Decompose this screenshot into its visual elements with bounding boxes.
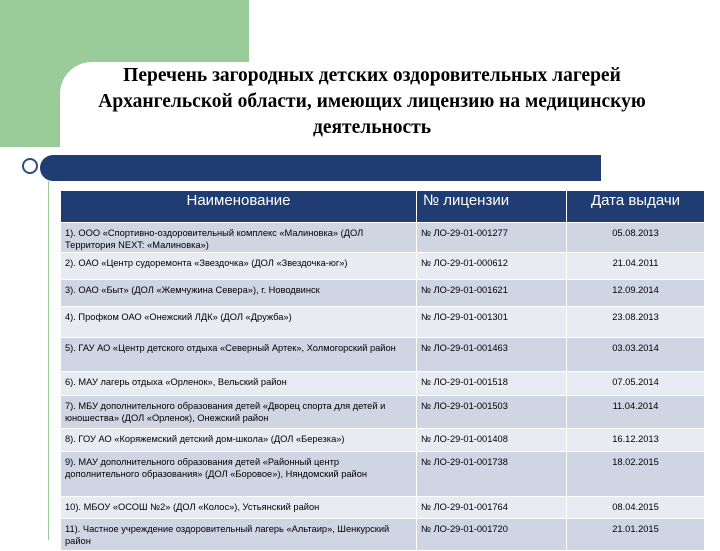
- cell-date: 11.04.2014: [567, 396, 705, 429]
- header-license: № лицензии: [417, 191, 567, 223]
- cell-license: № ЛО-29-01-000612: [417, 253, 567, 280]
- cell-license: № ЛО-29-01-001518: [417, 372, 567, 396]
- table-row: [61, 280, 705, 307]
- cell-date: 05.08.2013: [567, 223, 705, 253]
- cell-date: 07.05.2014: [567, 372, 705, 396]
- header-date: Дата выдачи: [567, 191, 705, 223]
- table-row: [61, 497, 705, 519]
- title-divider-bar: [40, 155, 601, 181]
- page-title: Перечень загородных детских оздоровительных лагерей Архангельской области, имеющих лицензию на медицинскую деятельность: [98, 65, 646, 138]
- cell-name: 11). Частное учреждение оздоровительный лагерь «Альтаир», Шенкурский район: [61, 519, 417, 551]
- cell-date: 16.12.2013: [567, 429, 705, 452]
- table-row: [61, 519, 705, 551]
- table-row: [61, 253, 705, 280]
- cell-date: 03.03.2014: [567, 338, 705, 372]
- cell-date: 18.02.2015: [567, 452, 705, 497]
- left-vertical-rule: [48, 181, 49, 540]
- cell-name: 10). МБОУ «ОСОШ №2» (ДОЛ «Колос»), Устьянский район: [61, 497, 417, 519]
- divider-ring: [22, 158, 38, 174]
- cell-date: 08.04.2015: [567, 497, 705, 519]
- table-row: [61, 452, 705, 497]
- cell-name: 2). ОАО «Центр судоремонта «Звездочка» (ДОЛ «Звездочка-юг»): [61, 253, 417, 280]
- cell-date: 21.04.2011: [567, 253, 705, 280]
- cell-license: № ЛО-29-01-001408: [417, 429, 567, 452]
- cell-name: 7). МБУ дополнительного образования детей «Дворец спорта для детей и юношества» (ДОЛ «Орленок), Онежский район: [61, 396, 417, 429]
- cell-license: № ЛО-29-01-001277: [417, 223, 567, 253]
- cell-name: 1). ООО «Спортивно-оздоровительный комплекс «Малиновка» (ДОЛ Территория NEXT: «Малиновка»): [61, 223, 417, 253]
- cell-license: № ЛО-29-01-001621: [417, 280, 567, 307]
- cell-license: № ЛО-29-01-001463: [417, 338, 567, 372]
- table-row: [61, 307, 705, 338]
- cell-license: № ЛО-29-01-001720: [417, 519, 567, 551]
- header-name: Наименование: [61, 191, 417, 223]
- cell-license: № ЛО-29-01-001738: [417, 452, 567, 497]
- table-row: [61, 372, 705, 396]
- cell-date: 21.01.2015: [567, 519, 705, 551]
- cell-name: 4). Профком ОАО «Онежский ЛДК» (ДОЛ «Дружба»): [61, 307, 417, 338]
- table-row: [61, 429, 705, 452]
- cell-name: 9). МАУ дополнительного образования детей «Районный центр дополнительного образования» (ДОЛ «Боровое»), Няндомский район: [61, 452, 417, 497]
- cell-name: 8). ГОУ АО «Коряжемский детский дом-школа» (ДОЛ «Березка»): [61, 429, 417, 452]
- table-row: [61, 396, 705, 429]
- cell-name: 6). МАУ лагерь отдыха «Орленок», Вельский район: [61, 372, 417, 396]
- table-header-row: [61, 191, 705, 223]
- cell-license: № ЛО-29-01-001301: [417, 307, 567, 338]
- camps-table: [60, 190, 705, 551]
- cell-license: № ЛО-29-01-001503: [417, 396, 567, 429]
- cell-license: № ЛО-29-01-001764: [417, 497, 567, 519]
- cell-name: 5). ГАУ АО «Центр детского отдыха «Северный Артек», Холмогорский район: [61, 338, 417, 372]
- cell-date: 12.09.2014: [567, 280, 705, 307]
- table-row: [61, 338, 705, 372]
- cell-date: 23.08.2013: [567, 307, 705, 338]
- table-row: [61, 223, 705, 253]
- cell-name: 3). ОАО «Быт» (ДОЛ «Жемчужина Севера»), г. Новодвинск: [61, 280, 417, 307]
